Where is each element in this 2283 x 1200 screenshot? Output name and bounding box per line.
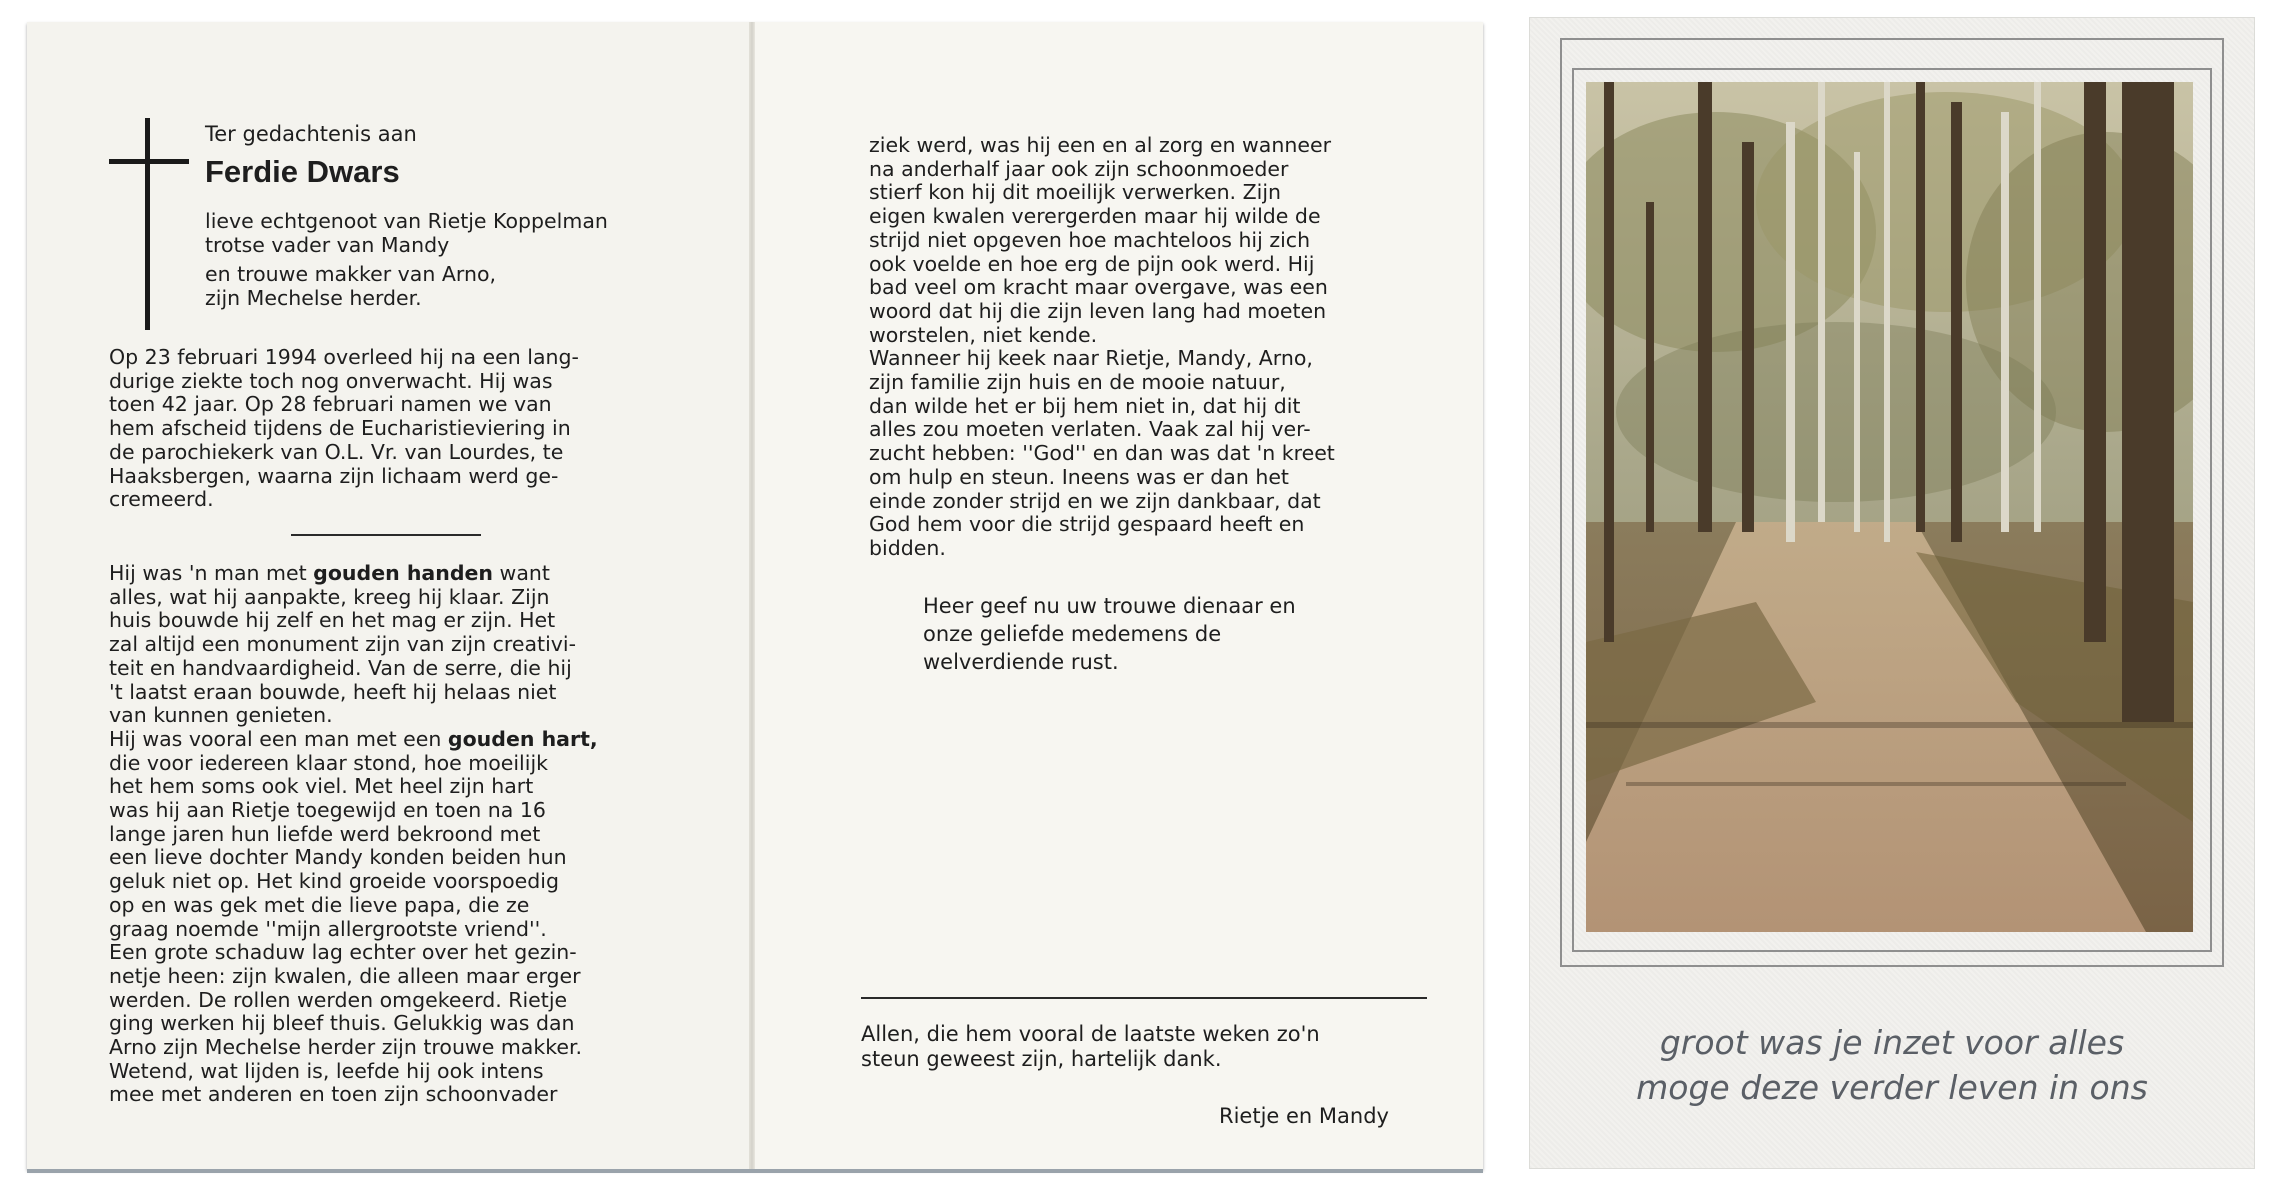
relation-line: trotse vader van Mandy [205, 232, 450, 257]
text-line [109, 562, 693, 586]
photo-card [1530, 18, 2254, 1168]
text-line: na anderhalf jaar ook zijn schoonmoeder [869, 156, 1289, 181]
prayer-line: Heer geef nu uw trouwe dienaar en [923, 594, 1296, 618]
relation-line: en trouwe makker van Arno, [205, 262, 497, 287]
text-line: ook voelde en hoe erg de pijn ook werd. Hij [869, 251, 1315, 276]
thanks-line: steun geweest zijn, hartelijk dank. [861, 1047, 1222, 1071]
text-line: van kunnen genieten. [109, 703, 333, 728]
text-span: Hij was vooral een man met een [109, 726, 448, 751]
text-line: woord dat hij die zijn leven lang had moeten [869, 298, 1327, 323]
text-line: de parochiekerk van O.L. Vr. van Lourdes, te [109, 439, 564, 464]
text-line: die voor iedereen klaar stond, hoe moeilijk [109, 750, 549, 775]
in-memory-line: Ter gedachtenis aan [205, 122, 417, 146]
text-line: Wetend, wat lijden is, leefde hij ook intens [109, 1058, 544, 1083]
text-line: zijn familie zijn huis en de mooie natuur, [869, 370, 1286, 395]
text-line: ziek werd, was hij een en al zorg en wanneer [869, 133, 1331, 157]
text-line: het hem soms ook viel. Met heel zijn hart [109, 774, 534, 799]
text-line: 't laatst eraan bouwde, heeft hij helaas niet [109, 679, 557, 704]
text-line: bidden. [869, 535, 946, 560]
bold-phrase: gouden hart, [447, 726, 598, 751]
text-line: toen 42 jaar. Op 28 februari namen we van [109, 392, 552, 417]
text-line: eigen kwalen verergerden maar hij wilde de [869, 204, 1321, 229]
text-line: netje heen: zijn kwalen, die alleen maar erger [109, 963, 581, 988]
prayer-line: welverdiende rust. [923, 650, 1119, 674]
card-caption-line-1: groot was je inzet voor alles [1659, 1023, 2125, 1062]
text-line: Haaksbergen, waarna zijn lichaam werd ge- [109, 463, 559, 488]
text-line: stierf kon hij dit moeilijk verwerken. Zijn [869, 180, 1282, 205]
forest-path-photo [1586, 82, 2193, 932]
relations-block [205, 210, 685, 311]
text-line: huis bouwde hij zelf en het mag er zijn. Het [109, 608, 556, 633]
prayer-block [923, 592, 1296, 676]
text-line: cremeerd. [109, 487, 214, 512]
text-line: om hulp en steun. Ineens was er dan het [869, 464, 1289, 489]
bold-phrase: gouden handen [313, 561, 494, 585]
memorial-card-spread [27, 22, 1483, 1169]
text-span: want [493, 561, 550, 585]
signature: Rietje en Mandy [1219, 1104, 1389, 1128]
text-line: Een grote schaduw lag echter over het gezin- [109, 940, 577, 965]
text-line: Wanneer hij keek naar Rietje, Mandy, Arno, [869, 346, 1313, 371]
text-line: alles zou moeten verlaten. Vaak zal hij ver- [869, 417, 1311, 442]
cross-icon-bar [109, 159, 189, 164]
card-edge-shadow [27, 1169, 1483, 1173]
text-line: einde zonder strijd en we zijn dankbaar, dat [869, 488, 1321, 513]
tribute-paragraph [109, 562, 693, 1107]
continuation-paragraph [869, 134, 1445, 561]
forest-path-illustration [1586, 82, 2193, 932]
right-panel [755, 22, 1483, 1169]
text-line: worstelen, niet kende. [869, 322, 1098, 347]
cross-icon [145, 118, 150, 330]
text-line: lange jaren hun liefde werd bekroond met [109, 821, 541, 846]
section-divider [291, 534, 481, 536]
text-line: mee met anderen en toen zijn schoonvader [109, 1082, 558, 1107]
text-line: God hem voor die strijd gespaard heeft en [869, 512, 1305, 537]
announcement-paragraph [109, 346, 693, 512]
text-line: werden. De rollen werden omgekeerd. Rietje [109, 987, 568, 1012]
text-line: ging werken hij bleef thuis. Gelukkig was dan [109, 1011, 575, 1036]
text-line: bad veel om kracht maar overgave, was een [869, 275, 1328, 300]
left-panel [27, 22, 749, 1169]
relation-line: zijn Mechelse herder. [205, 286, 422, 311]
thanks-line: Allen, die hem vooral de laatste weken zo'n [861, 1022, 1320, 1046]
relation-line: lieve echtgenoot van Rietje Koppelman [205, 209, 608, 233]
thanks-divider [861, 997, 1427, 999]
text-line: was hij aan Rietje toegewijd en toen na 16 [109, 798, 546, 823]
text-line [109, 728, 693, 752]
text-line: op en was gek met die lieve papa, die ze [109, 892, 530, 917]
text-line: zucht hebben: ''God'' en dan was dat 'n kreet [869, 441, 1335, 466]
prayer-line: onze geliefde medemens de [923, 622, 1222, 646]
text-line: geluk niet op. Het kind groeide voorspoedig [109, 869, 560, 894]
text-line: strijd niet opgeven hoe machteloos hij zich [869, 227, 1311, 252]
text-line: Op 23 februari 1994 overleed hij na een lang- [109, 345, 579, 369]
text-line: Arno zijn Mechelse herder zijn trouwe makker. [109, 1035, 583, 1060]
text-span: Hij was 'n man met [109, 561, 314, 585]
text-line: graag noemde ''mijn allergrootste vriend''. [109, 916, 547, 941]
text-line: zal altijd een monument zijn van zijn creativi- [109, 632, 577, 657]
text-line: alles, wat hij aanpakte, kreeg hij klaar. Zijn [109, 584, 550, 609]
text-line: teit en handvaardigheid. Van de serre, die hij [109, 655, 572, 680]
card-caption-line-2: moge deze verder leven in ons [1636, 1068, 2148, 1107]
text-line: durige ziekte toch nog onverwacht. Hij was [109, 368, 553, 393]
thanks-block [861, 1022, 1320, 1072]
text-line: een lieve dochter Mandy konden beiden hun [109, 845, 567, 870]
text-line: hem afscheid tijdens de Eucharistieviering in [109, 416, 571, 441]
text-line: dan wilde het er bij hem niet in, dat hij dit [869, 393, 1301, 418]
deceased-name: Ferdie Dwars [205, 154, 400, 189]
